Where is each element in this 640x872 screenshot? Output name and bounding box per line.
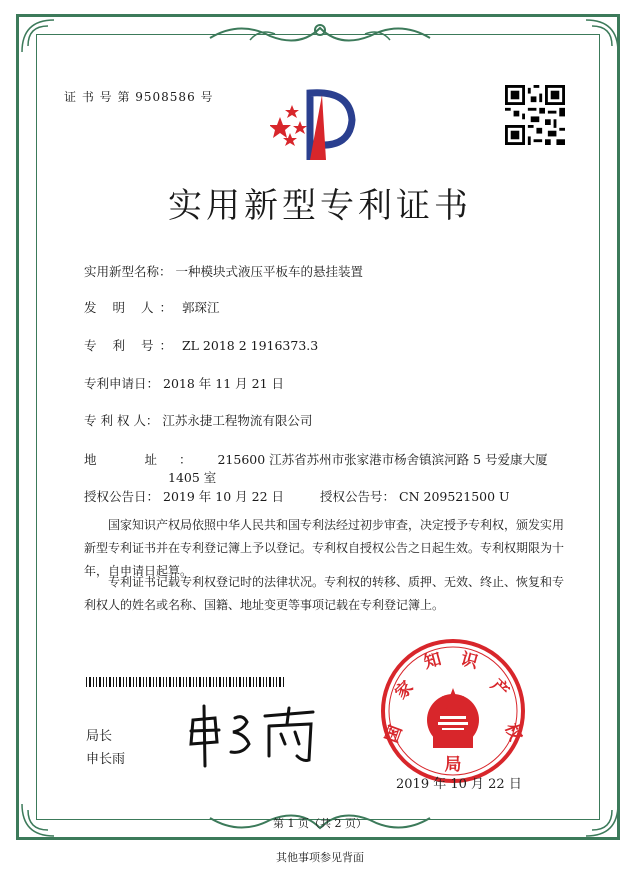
- filing-date-label: 专利申请日：: [84, 376, 160, 391]
- grant-date-value: 2019 年 10 月 22 日: [163, 489, 285, 504]
- signatory-name: 申长雨: [86, 752, 126, 767]
- patentee-row: [84, 411, 312, 429]
- signatory-title: 局长: [86, 729, 113, 744]
- footer-note: 其他事项参见背面: [276, 851, 364, 864]
- utility-model-name-label: 实用新型名称：: [84, 264, 172, 279]
- seal-date: 2019 年 10 月 22 日: [396, 777, 522, 792]
- corner-ornament-tr: [582, 16, 622, 56]
- inventor-row: [84, 298, 219, 316]
- address-label: 地 址：: [84, 452, 214, 467]
- address-line2: 1405 室: [168, 470, 217, 485]
- body-paragraph-1: 国家知识产权局依照中华人民共和国专利法经过初步审查，决定授予专利权，颁发实用新型专利证书并在专利登记簿上予以登记。专利权自授权公告之日起生效。专利权期限为十年，自申请日起算。: [84, 518, 565, 578]
- body-paragraph-2: 专利证书记载专利权登记时的法律状况。专利权的转移、质押、无效、终止、恢复和专利权人的姓名或名称、国籍、地址变更等事项记载在专利登记簿上。: [84, 575, 565, 612]
- corner-ornament-tl: [18, 16, 58, 56]
- address-row: [84, 450, 548, 468]
- handwritten-signature: [185, 700, 325, 770]
- grant-number-value: CN 209521500 U: [399, 489, 510, 504]
- svg-text:识: 识: [458, 649, 481, 674]
- official-seal: [378, 636, 528, 786]
- svg-text:知: 知: [421, 649, 444, 674]
- cnipa-logo: [270, 85, 370, 165]
- patentee-value: 江苏永捷工程物流有限公司: [162, 413, 313, 428]
- patent-number-label: 专 利 号：: [84, 338, 178, 353]
- patentee-label: 专 利 权 人：: [84, 413, 159, 428]
- inventor-label: 发 明 人：: [84, 300, 178, 315]
- patent-number-row: [84, 336, 318, 354]
- top-ornament: [200, 18, 440, 48]
- svg-text:家: 家: [391, 677, 418, 704]
- certificate-title: 实用新型专利证书: [168, 186, 472, 226]
- utility-model-name-value: 一种模块式液压平板车的悬挂装置: [175, 264, 364, 279]
- filing-date-row: [84, 374, 284, 392]
- page-number: 第 1 页（共 2 页）: [273, 817, 367, 830]
- svg-text:国: 国: [381, 722, 407, 746]
- patent-number-value: ZL 2018 2 1916373.3: [181, 338, 319, 353]
- qr-code: [505, 85, 565, 145]
- grant-number-label: 授权公告号：: [320, 489, 396, 504]
- grant-date-row: [84, 487, 284, 505]
- certificate-number: 证 书 号 第 9508586 号: [64, 90, 214, 104]
- svg-text:产: 产: [486, 675, 513, 702]
- barcode: [86, 677, 286, 687]
- svg-text:权: 权: [500, 720, 526, 744]
- filing-date-value: 2018 年 11 月 21 日: [163, 376, 285, 391]
- grant-date-label: 授权公告日：: [84, 489, 160, 504]
- inventor-value: 郭琛江: [181, 300, 220, 315]
- svg-text:局: 局: [444, 755, 462, 775]
- address-line1: 215600 江苏省苏州市张家港市杨舍镇滨河路 5 号爱康大厦: [217, 452, 548, 467]
- grant-number-row: [320, 487, 510, 505]
- utility-model-name-row: [84, 262, 363, 280]
